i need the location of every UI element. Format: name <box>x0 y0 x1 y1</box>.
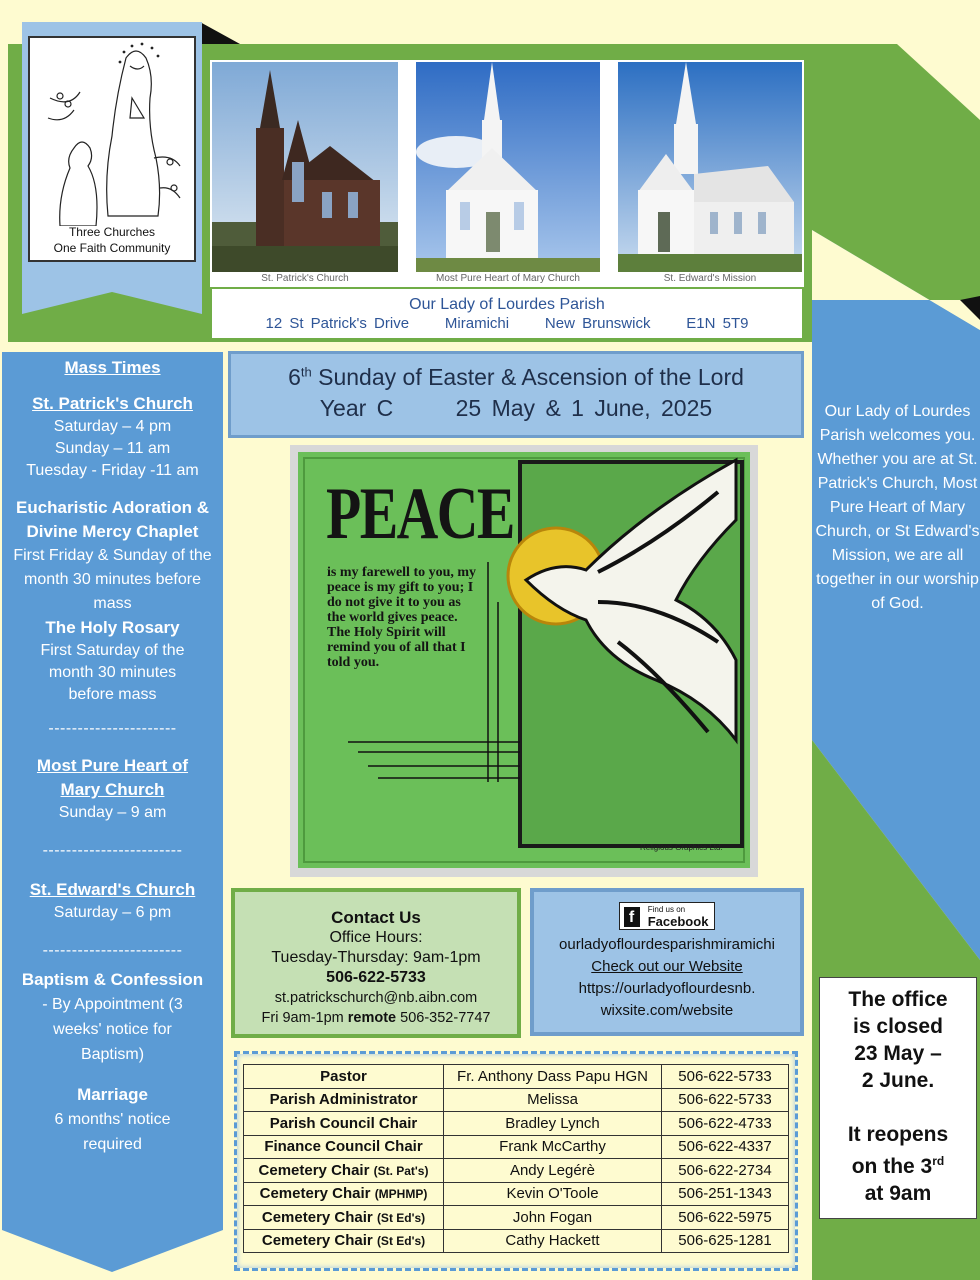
st-patricks-time: Saturday – 4 pm <box>53 418 172 435</box>
table-row <box>244 1065 789 1089</box>
rosary-heading: The Holy Rosary <box>45 618 180 637</box>
staff-role-label: Cemetery Chair <box>258 1161 370 1179</box>
marriage-detail: 6 months' notice required <box>54 1111 171 1153</box>
photo-mphm <box>416 62 600 286</box>
divider: ------------------------ <box>42 842 183 859</box>
our-lady-illustration-icon <box>30 38 194 226</box>
office-notice-line: It reopens <box>847 1123 949 1146</box>
office-closed-notice <box>819 977 977 1219</box>
facebook-page[interactable]: ourladyoflourdesparishmiramichi <box>559 936 775 953</box>
office-notice-line: 2 June. <box>861 1069 935 1092</box>
office-reopen-suffix: rd <box>932 1154 945 1168</box>
facebook-badge[interactable] <box>619 902 716 930</box>
mass-times-heading: Mass Times <box>64 358 161 377</box>
staff-role <box>244 1088 444 1112</box>
staff-phone[interactable]: 506-622-2734 <box>662 1159 789 1183</box>
staff-role <box>244 1135 444 1159</box>
staff-name: Bradley Lynch <box>444 1112 662 1136</box>
parish-postal: E1N 5T9 <box>686 315 749 332</box>
title-line1 <box>231 364 801 391</box>
church-photo-icon <box>416 62 600 272</box>
staff-role-label: Cemetery Chair <box>259 1185 371 1203</box>
contact-box <box>231 888 521 1038</box>
parish-street: 12 St Patrick's Drive <box>265 315 410 332</box>
staff-role <box>244 1112 444 1136</box>
divider: ------------------------ <box>42 942 183 959</box>
poster-text: is my farewell to you, my peace is my gift to you; I do not give it to you as the world gives peace. The Holy Spirit will remind you of all that I told you. <box>327 565 477 670</box>
table-row <box>244 1182 789 1206</box>
table-row <box>244 1088 789 1112</box>
table-row <box>244 1135 789 1159</box>
title-feast: Sunday of Easter & Ascension of the Lord <box>311 364 744 390</box>
staff-name: Melissa <box>444 1088 662 1112</box>
staff-role <box>244 1065 444 1089</box>
table-row <box>244 1159 789 1183</box>
parish-province: New Brunswick <box>544 315 651 332</box>
staff-phone[interactable]: 506-251-1343 <box>662 1182 789 1206</box>
welcome-message: Our Lady of Lourdes Parish welcomes you. Whether you are at St. Patrick's Church, Most Pure Heart of Mary Church, or St Edward's Mission, we are all together in our worship of God. <box>815 403 980 612</box>
staff-role-location: (St Ed's) <box>376 1234 426 1249</box>
parish-city: Miramichi <box>444 315 510 332</box>
staff-phone[interactable]: 506-622-5733 <box>662 1065 789 1089</box>
staff-phone[interactable]: 506-622-5975 <box>662 1206 789 1230</box>
staff-role <box>244 1182 444 1206</box>
staff-role-label: Pastor <box>320 1067 367 1085</box>
mass-times-column <box>2 356 223 1157</box>
logo-caption-line1: Three Churches <box>68 225 156 239</box>
office-hours: Tuesday-Thursday: 9am-1pm <box>271 949 481 966</box>
staff-phone[interactable]: 506-625-1281 <box>662 1229 789 1253</box>
staff-role-label: Cemetery Chair <box>261 1208 373 1226</box>
bulletin-title <box>228 351 804 438</box>
staff-phone[interactable]: 506-622-5733 <box>662 1088 789 1112</box>
mphm-time: Sunday – 9 am <box>58 804 167 821</box>
mphm-heading: Most Pure Heart of Mary Church <box>36 756 189 799</box>
remote-label: remote <box>347 1010 397 1026</box>
st-patricks-time: Sunday – 11 am <box>54 440 171 457</box>
staff-name: Kevin O'Toole <box>444 1182 662 1206</box>
church-photos <box>210 60 804 288</box>
staff-role <box>244 1229 444 1253</box>
staff-table <box>243 1064 789 1253</box>
staff-role-location: (St Ed's) <box>376 1210 426 1225</box>
contact-title: Contact Us <box>331 908 421 927</box>
office-notice-line: at 9am <box>864 1182 932 1205</box>
parish-name: Our Lady of Lourdes Parish <box>409 296 605 313</box>
office-notice-line: is closed <box>853 1015 943 1038</box>
adoration-heading: Eucharistic Adoration & Divine Mercy Chaplet <box>15 498 209 541</box>
remote-hours-prefix: Fri 9am-1pm <box>261 1010 348 1026</box>
church-photo-icon <box>212 62 398 272</box>
photo-caption-st-patricks: St. Patrick's Church <box>261 273 349 284</box>
staff-phone[interactable]: 506-622-4337 <box>662 1135 789 1159</box>
office-reopen-day: on the 3 <box>851 1155 933 1178</box>
website-link-label[interactable]: Check out our Website <box>591 958 743 975</box>
marriage-heading: Marriage <box>77 1085 148 1104</box>
logo-caption-line2: One Faith Community <box>53 241 171 255</box>
website-url-line2[interactable]: wixsite.com/website <box>600 1002 734 1019</box>
photo-st-patricks <box>212 62 398 286</box>
staff-role-label: Finance Council Chair <box>264 1138 423 1156</box>
facebook-label: Facebook <box>647 914 709 929</box>
title-ordinal: 6 <box>288 364 301 390</box>
church-photo-icon <box>618 62 802 272</box>
social-box <box>530 888 804 1036</box>
baptism-heading: Baptism & Confession <box>21 970 204 989</box>
photo-caption-st-edwards: St. Edward's Mission <box>663 273 757 284</box>
divider: ---------------------- <box>48 720 177 737</box>
parish-logo <box>28 36 196 262</box>
contact-email[interactable]: st.patrickschurch@nb.aibn.com <box>274 990 478 1006</box>
st-edwards-heading: St. Edward's Church <box>29 880 196 899</box>
staff-role-label: Parish Administrator <box>269 1091 418 1109</box>
table-row <box>244 1112 789 1136</box>
staff-name: Fr. Anthony Dass Papu HGN <box>444 1065 662 1089</box>
logo-caption <box>30 224 194 256</box>
remote-phone[interactable]: 506-352-7747 <box>396 1010 491 1026</box>
title-year: Year C <box>319 395 394 421</box>
staff-name: Andy Legérè <box>444 1159 662 1183</box>
office-notice-line <box>820 1148 976 1180</box>
table-row <box>244 1206 789 1230</box>
title-ordinal-suffix: th <box>300 364 312 380</box>
contact-phone[interactable]: 506-622-5733 <box>326 969 426 986</box>
staff-role-label: Cemetery Chair <box>261 1232 373 1250</box>
office-notice-line: The office <box>848 988 948 1011</box>
staff-name: John Fogan <box>444 1206 662 1230</box>
rosary-detail: First Saturday of the month 30 minutes before mass <box>40 642 185 703</box>
baptism-detail: - By Appointment (3 weeks' notice for Baptism) <box>42 996 183 1063</box>
office-notice-line: 23 May – <box>854 1042 942 1065</box>
photo-st-edwards <box>618 62 802 286</box>
st-patricks-heading: St. Patrick's Church <box>32 394 193 413</box>
poster-credit: Religious Graphics Ltd. <box>640 843 723 852</box>
st-edwards-time: Saturday – 6 pm <box>53 904 172 921</box>
parish-address-box <box>210 287 804 340</box>
staff-role-location: (St. Pat's) <box>373 1163 429 1178</box>
staff-role <box>244 1159 444 1183</box>
office-hours-label: Office Hours: <box>329 929 423 946</box>
st-patricks-time: Tuesday - Friday -11 am <box>26 462 199 479</box>
poster-headline: PEACE <box>326 473 514 555</box>
remote-hours <box>235 1008 517 1028</box>
title-line2 <box>231 395 801 422</box>
photo-caption-mphm: Most Pure Heart of Mary Church <box>436 273 580 284</box>
website-url-line1[interactable]: https://ourladyoflourdesnb. <box>578 980 756 997</box>
staff-role-label: Parish Council Chair <box>269 1114 418 1132</box>
parish-address <box>212 315 802 332</box>
facebook-icon: f <box>624 907 640 927</box>
staff-name: Frank McCarthy <box>444 1135 662 1159</box>
title-dates: 25 May & 1 June, 2025 <box>455 395 713 421</box>
staff-role-location: (MPHMP) <box>374 1187 428 1202</box>
table-row <box>244 1229 789 1253</box>
facebook-find-us: Find us on <box>647 905 686 914</box>
staff-name: Cathy Hackett <box>444 1229 662 1253</box>
staff-phone[interactable]: 506-622-4733 <box>662 1112 789 1136</box>
staff-role <box>244 1206 444 1230</box>
adoration-detail: First Friday & Sunday of the month 30 minutes before mass <box>13 547 212 612</box>
staff-directory <box>234 1051 798 1271</box>
